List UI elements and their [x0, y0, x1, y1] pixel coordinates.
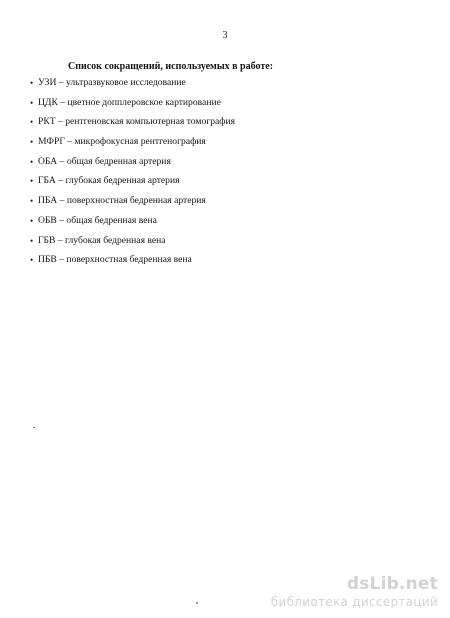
list-item — [30, 136, 235, 156]
abbreviation-text: ПБА – поверхностная бедренная артерия — [38, 195, 206, 207]
list-item — [30, 195, 235, 215]
abbreviations-list — [30, 77, 235, 274]
scan-speck — [33, 427, 35, 428]
bullet-icon: • — [30, 215, 34, 226]
list-item — [30, 77, 235, 97]
watermark-subtitle: библиотека диссертаций — [270, 595, 438, 609]
abbreviation-text: ОБВ – общая бедренная вена — [38, 214, 157, 226]
bullet-icon: • — [30, 117, 34, 128]
abbreviation-text: МФРГ – микрофокусная рентгенография — [38, 136, 206, 148]
bullet-icon: • — [30, 255, 34, 266]
page-number: 3 — [222, 30, 228, 41]
bullet-icon: • — [30, 176, 34, 187]
abbreviations-heading: Список сокращений, используемых в работе: — [68, 61, 274, 72]
abbreviation-text: ГБВ – глубокая бедренная вена — [38, 234, 166, 246]
list-item — [30, 215, 235, 235]
list-item — [30, 254, 235, 274]
abbreviation-text: РКТ – рентгеновская компьютерная томография — [38, 116, 236, 128]
watermark — [271, 576, 438, 608]
bullet-icon: • — [30, 97, 34, 108]
abbreviation-text: ОБА – общая бедренная артерия — [38, 155, 171, 167]
abbreviation-text: ЦДК – цветное допплеровское картирование — [38, 96, 221, 108]
scan-speck — [196, 602, 198, 604]
list-item — [30, 116, 235, 136]
list-item — [30, 97, 235, 117]
bullet-icon: • — [30, 78, 34, 88]
bullet-icon: • — [30, 137, 34, 148]
bullet-icon: • — [30, 156, 34, 167]
list-item — [30, 175, 235, 195]
list-item — [30, 235, 235, 255]
abbreviation-text: ПБВ – поверхностная бедренная вена — [38, 254, 192, 266]
bullet-icon: • — [30, 235, 34, 246]
bullet-icon: • — [30, 196, 34, 207]
watermark-logo: dsLib.net — [346, 574, 438, 594]
abbreviation-text: ГБА – глубокая бедренная артерия — [38, 175, 180, 187]
abbreviation-text: УЗИ – ультразвуковое исследование — [38, 77, 186, 88]
list-item — [30, 156, 235, 176]
